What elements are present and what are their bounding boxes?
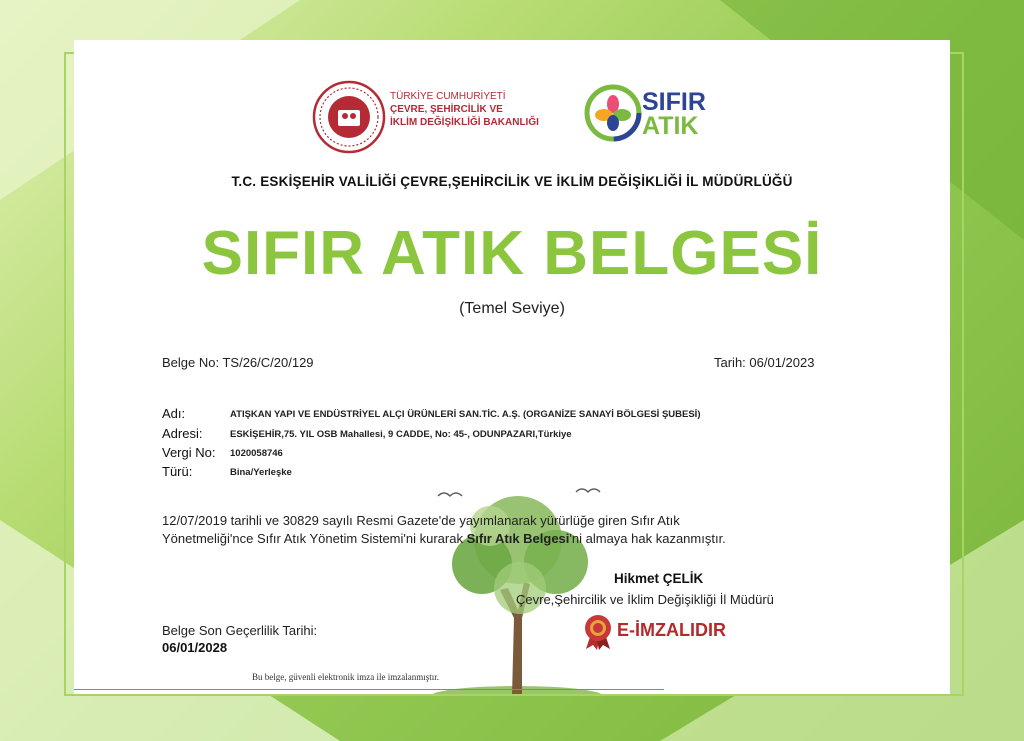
sifir-atik-wordmark bbox=[642, 90, 706, 138]
e-signature-seal-icon bbox=[581, 614, 615, 650]
sifir-atik-word-1: SIFIR bbox=[642, 88, 706, 116]
ministry-line-3: İKLİM DEĞİŞİKLİĞİ BAKANLIĞI bbox=[390, 117, 539, 128]
certificate-statement bbox=[162, 512, 726, 548]
e-signed-badge: E-İMZALIDIR bbox=[617, 620, 726, 640]
tax-number: 1020058746 bbox=[230, 448, 283, 459]
statement-line-1: 12/07/2019 tarihli ve 30829 sayılı Resmi Gazete'de yayımlanarak yürürlüğe giren Sıfır Atık bbox=[162, 513, 680, 528]
issuing-directorate: T.C. ESKİŞEHİR VALİLİĞİ ÇEVRE,ŞEHİRCİLİK VE İKLİM DEĞİŞİKLİĞİ İL MÜDÜRLÜĞÜ bbox=[231, 174, 793, 189]
ministry-line-2: ÇEVRE, ŞEHİRCİLİK VE bbox=[390, 104, 503, 115]
ministry-name bbox=[390, 90, 539, 129]
signer-title: Çevre,Şehircilik ve İklim Değişikliği İl Müdürü bbox=[516, 592, 774, 607]
statement-line-2-start: Yönetmeliği'nce Sıfır Atık Yönetim Sistemi'ni kurarak bbox=[162, 531, 467, 546]
ministry-emblem-icon bbox=[312, 80, 386, 154]
validity-date: 06/01/2028 bbox=[162, 640, 228, 655]
sifir-atik-word-2: ATIK bbox=[642, 112, 699, 140]
validity-label: Belge Son Geçerlilik Tarihi: bbox=[162, 623, 318, 638]
holder-name: ATIŞKAN YAPI VE ENDÜSTRİYEL ALÇI ÜRÜNLERİ SAN.TİC. A.Ş. (ORGANİZE SANAYİ BÖLGESİ ŞUBESİ) bbox=[230, 409, 701, 420]
certificate-level: (Temel Seviye) bbox=[459, 300, 565, 317]
tax-number-label: Vergi No: bbox=[162, 445, 216, 460]
e-signature-footnote: Bu belge, güvenli elektronik imza ile imzalanmıştır. bbox=[252, 672, 439, 682]
tree-illustration-icon bbox=[430, 478, 604, 694]
certificate-number: Belge No: TS/26/C/20/129 bbox=[162, 355, 314, 370]
certificate-date: Tarih: 06/01/2023 bbox=[714, 355, 815, 370]
statement-line-2-end: 'ni almaya hak kazanmıştır. bbox=[569, 531, 726, 546]
footer-divider bbox=[74, 689, 664, 690]
certificate-title: SIFIR ATIK BELGESİ bbox=[201, 219, 823, 288]
holder-type: Bina/Yerleşke bbox=[230, 467, 292, 478]
signer-name: Hikmet ÇELİK bbox=[614, 571, 704, 586]
holder-name-label: Adı: bbox=[162, 406, 186, 421]
holder-address-label: Adresi: bbox=[162, 426, 203, 441]
statement-certificate-name: Sıfır Atık Belgesi bbox=[466, 531, 570, 546]
ministry-line-1: TÜRKİYE CUMHURİYETİ bbox=[390, 91, 506, 102]
holder-type-label: Türü: bbox=[162, 464, 193, 479]
holder-address: ESKİŞEHİR,75. YIL OSB Mahallesi, 9 CADDE, No: 45-, ODUNPAZARI,Türkiye bbox=[230, 429, 572, 440]
sifir-atik-logo-icon bbox=[584, 84, 642, 142]
certificate-paper bbox=[74, 40, 950, 694]
